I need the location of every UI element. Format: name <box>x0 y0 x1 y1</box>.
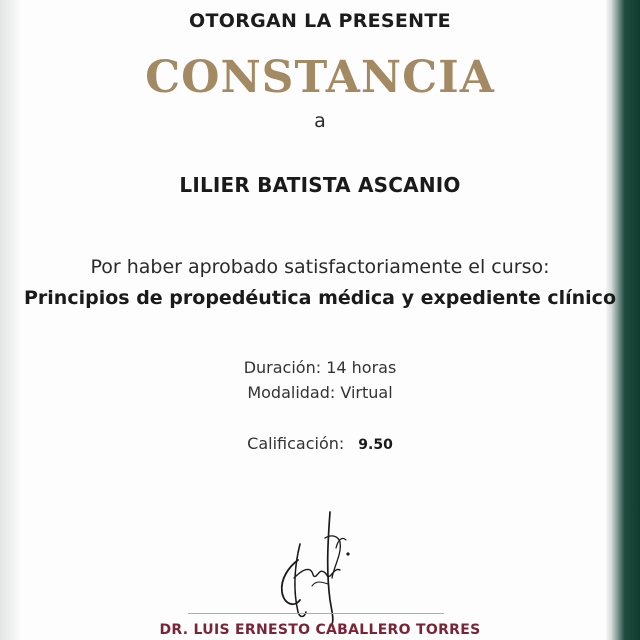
course-name: Principios de propedéutica médica y expediente clínico <box>24 287 616 309</box>
signer-name: DR. LUIS ERNESTO CABALLERO TORRES <box>159 622 481 638</box>
certificate-header: OTORGAN LA PRESENTE <box>189 10 451 32</box>
reason-text: Por haber aprobado satisfactoriamente el curso: <box>90 256 550 278</box>
signature-image <box>270 500 370 625</box>
certificate-title: CONSTANCIA <box>145 52 495 103</box>
signature-line <box>188 613 444 614</box>
duration-text: Duración: 14 horas <box>243 358 397 377</box>
grade-line <box>0 434 640 453</box>
modality-text: Modalidad: Virtual <box>247 383 393 402</box>
grade-value: 9.50 <box>358 437 393 453</box>
grade-label: Calificación: <box>247 434 345 453</box>
recipient-name: LILIER BATISTA ASCANIO <box>179 173 461 197</box>
preposition-text: a <box>314 110 326 132</box>
